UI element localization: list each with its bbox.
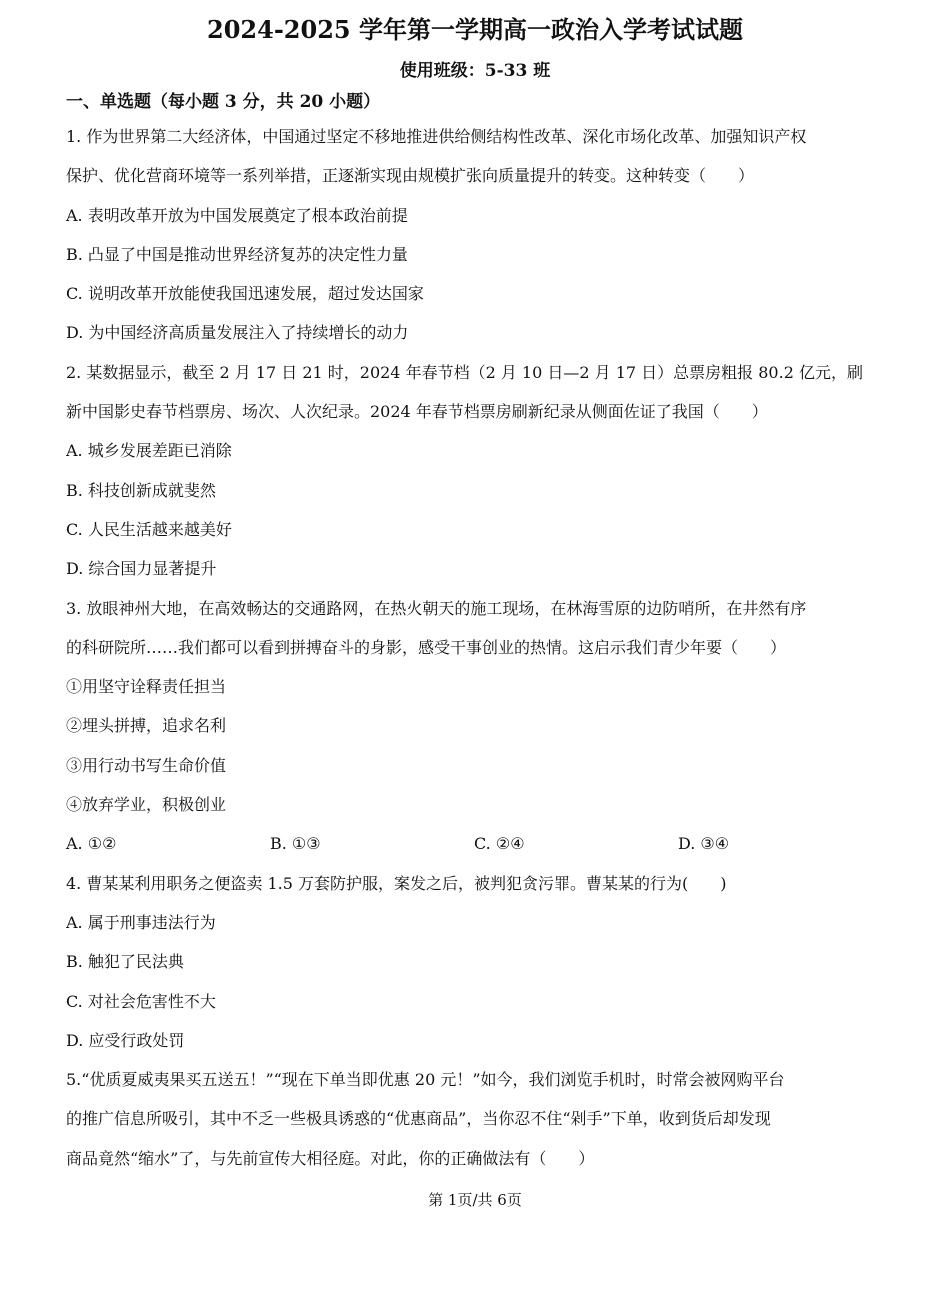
option-c: C. 对社会危害性不大 [66, 991, 216, 1011]
question-stem-line: 4. 曹某某利用职务之便盗卖 1.5 万套防护服，案发之后，被判犯贪污罪。曹某某的行为( ) [66, 873, 727, 893]
choice-b: B. ①③ [270, 834, 321, 854]
choice-d: D. ③④ [678, 834, 730, 854]
question-stem-line: 2. 某数据显示，截至 2 月 17 日 21 时，2024 年春节档（2 月 10 日—2 月 17 日）总票房粗报 80.2 亿元，刷 [66, 362, 863, 382]
option-c: C. 人民生活越来越美好 [66, 519, 232, 539]
question-5 [66, 1060, 888, 1178]
option-b: B. 科技创新成就斐然 [66, 480, 216, 500]
section-heading: 一、单选题（每小题 3 分，共 20 小题） [66, 92, 381, 112]
question-stem-line: 5.“优质夏威夷果买五送五！”“现在下单当即优惠 20 元！”如今，我们浏览手机时，时常会被网购平台 [66, 1070, 785, 1090]
question-stem-line: 新中国影史春节档票房、场次、人次纪录。2024 年春节档票房刷新纪录从侧面佐证了我国（ ） [66, 402, 768, 422]
option-a: A. 表明改革开放为中国发展奠定了根本政治前提 [66, 205, 408, 225]
option-a: A. 城乡发展差距已消除 [66, 441, 232, 461]
statement-3: ③用行动书写生命价值 [66, 755, 227, 775]
option-c: C. 说明改革开放能使我国迅速发展，超过发达国家 [66, 284, 424, 304]
statement-4: ④放弃学业，积极创业 [66, 795, 227, 815]
question-stem-line: 3. 放眼神州大地，在高效畅达的交通路网，在热火朝天的施工现场，在林海雪原的边防哨所，在井然有序 [66, 598, 807, 618]
question-1 [66, 117, 888, 353]
option-d: D. 应受行政处罚 [66, 1030, 185, 1050]
statement-1: ①用坚守诠释责任担当 [66, 677, 227, 697]
question-4 [66, 864, 888, 1060]
option-a: A. 属于刑事违法行为 [66, 912, 216, 932]
question-stem-line: 保护、优化营商环境等一系列举措，正逐渐实现由规模扩张向质量提升的转变。这种转变（ ） [66, 166, 755, 186]
page-number: 第 1页/共 6页 [428, 1191, 522, 1209]
choice-row [66, 824, 888, 863]
option-d: D. 综合国力显著提升 [66, 559, 217, 579]
question-stem-line: 的推广信息所吸引，其中不乏一些极具诱惑的“优惠商品”，当你忍不住“剁手”下单，收到货后却发现 [66, 1109, 771, 1129]
question-stem-line: 商品竟然“缩水”了，与先前宣传大相径庭。对此，你的正确做法有（ ） [66, 1148, 595, 1168]
option-b: B. 触犯了民法典 [66, 952, 184, 972]
choice-c: C. ②④ [474, 834, 525, 854]
statement-2: ②埋头拼搏，追求名利 [66, 716, 227, 736]
question-stem-line: 1. 作为世界第二大经济体，中国通过坚定不移地推进供给侧结构性改革、深化市场化改革、加强知识产权 [66, 127, 807, 146]
exam-title: 2024-2025 学年第一学期高一政治入学考试试题 [207, 15, 743, 44]
option-b: B. 凸显了中国是推动世界经济复苏的决定性力量 [66, 244, 408, 264]
class-info: 使用班级：5-33 班 [399, 61, 551, 81]
question-list [66, 117, 888, 1178]
question-stem-line: 的科研院所……我们都可以看到拼搏奋斗的身影，感受干事创业的热情。这启示我们青少年要（ ） [66, 637, 787, 657]
question-2 [66, 353, 888, 589]
question-3 [66, 589, 888, 864]
option-d: D. 为中国经济高质量发展注入了持续增长的动力 [66, 323, 409, 343]
choice-a: A. ①② [66, 834, 117, 854]
